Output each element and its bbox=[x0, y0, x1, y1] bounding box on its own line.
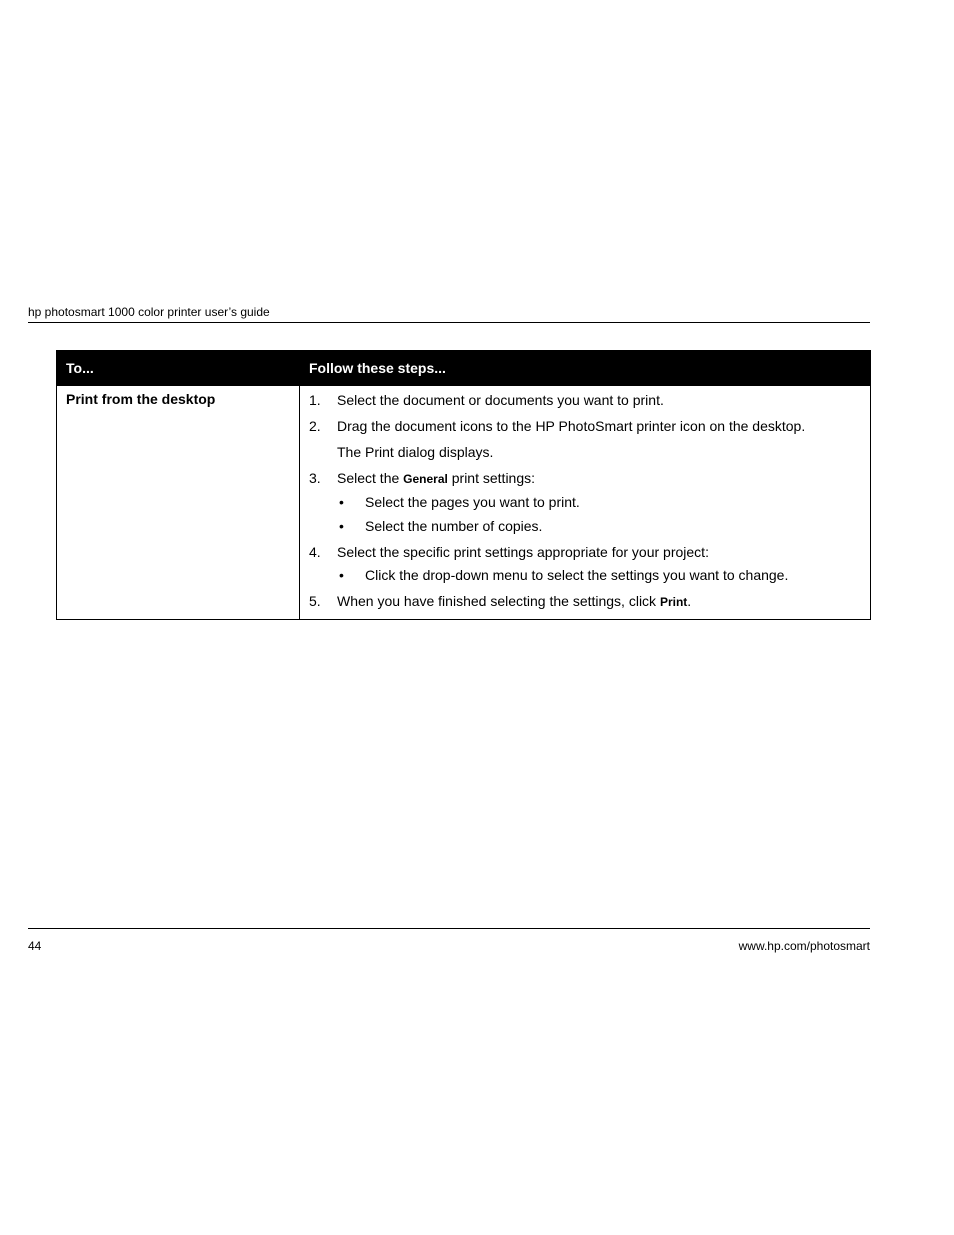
step-2-note: The Print dialog displays. bbox=[337, 444, 494, 460]
list-item bbox=[337, 494, 861, 511]
step-number: 2. bbox=[309, 418, 321, 434]
step-number: 5. bbox=[309, 593, 321, 609]
steps-table bbox=[56, 350, 871, 620]
sub-item-text: Click the drop-down menu to select the settings you want to change. bbox=[365, 567, 789, 583]
step-2 bbox=[309, 418, 861, 435]
step-3 bbox=[309, 470, 861, 535]
step-number: 1. bbox=[309, 392, 321, 408]
table-row bbox=[57, 386, 871, 620]
steps-cell bbox=[300, 386, 871, 620]
step-text: Select the document or documents you want to print. bbox=[337, 392, 664, 408]
sub-item-text: Select the number of copies. bbox=[365, 518, 543, 534]
header-rule bbox=[28, 322, 870, 323]
list-item bbox=[337, 518, 861, 535]
ui-term-general: General bbox=[403, 472, 448, 486]
step-4 bbox=[309, 544, 861, 584]
step-text: Select the specific print settings appropriate for your project: bbox=[337, 544, 709, 560]
step-4-sublist bbox=[337, 567, 861, 584]
task-name: Print from the desktop bbox=[66, 391, 216, 407]
running-header: hp photosmart 1000 color printer user’s guide bbox=[28, 305, 270, 319]
bullet-icon: • bbox=[339, 518, 344, 534]
sub-item-text: Select the pages you want to print. bbox=[365, 494, 580, 510]
footer-rule bbox=[28, 928, 870, 929]
table-header-row bbox=[57, 351, 871, 386]
step-text-before: Select the bbox=[337, 470, 404, 486]
bullet-icon: • bbox=[339, 567, 344, 583]
bullet-icon: • bbox=[339, 494, 344, 510]
step-number: 3. bbox=[309, 470, 321, 486]
column-header-steps: Follow these steps... bbox=[300, 351, 871, 386]
page-number: 44 bbox=[28, 939, 42, 953]
step-text-after: print settings: bbox=[447, 470, 536, 486]
task-cell bbox=[57, 386, 300, 620]
steps-list bbox=[309, 392, 861, 611]
step-text: Drag the document icons to the HP PhotoSmart printer icon on the desktop. bbox=[337, 418, 806, 434]
column-header-to: To... bbox=[57, 351, 300, 386]
step-text-before: When you have finished selecting the settings, click bbox=[337, 593, 660, 609]
step-3-sublist bbox=[337, 494, 861, 535]
ui-term-print: Print bbox=[659, 595, 688, 609]
step-number: 4. bbox=[309, 544, 321, 560]
step-1 bbox=[309, 392, 861, 409]
footer-url: www.hp.com/photosmart bbox=[738, 939, 870, 953]
step-5 bbox=[309, 593, 861, 611]
step-text-after: . bbox=[687, 593, 692, 609]
list-item bbox=[337, 567, 861, 584]
